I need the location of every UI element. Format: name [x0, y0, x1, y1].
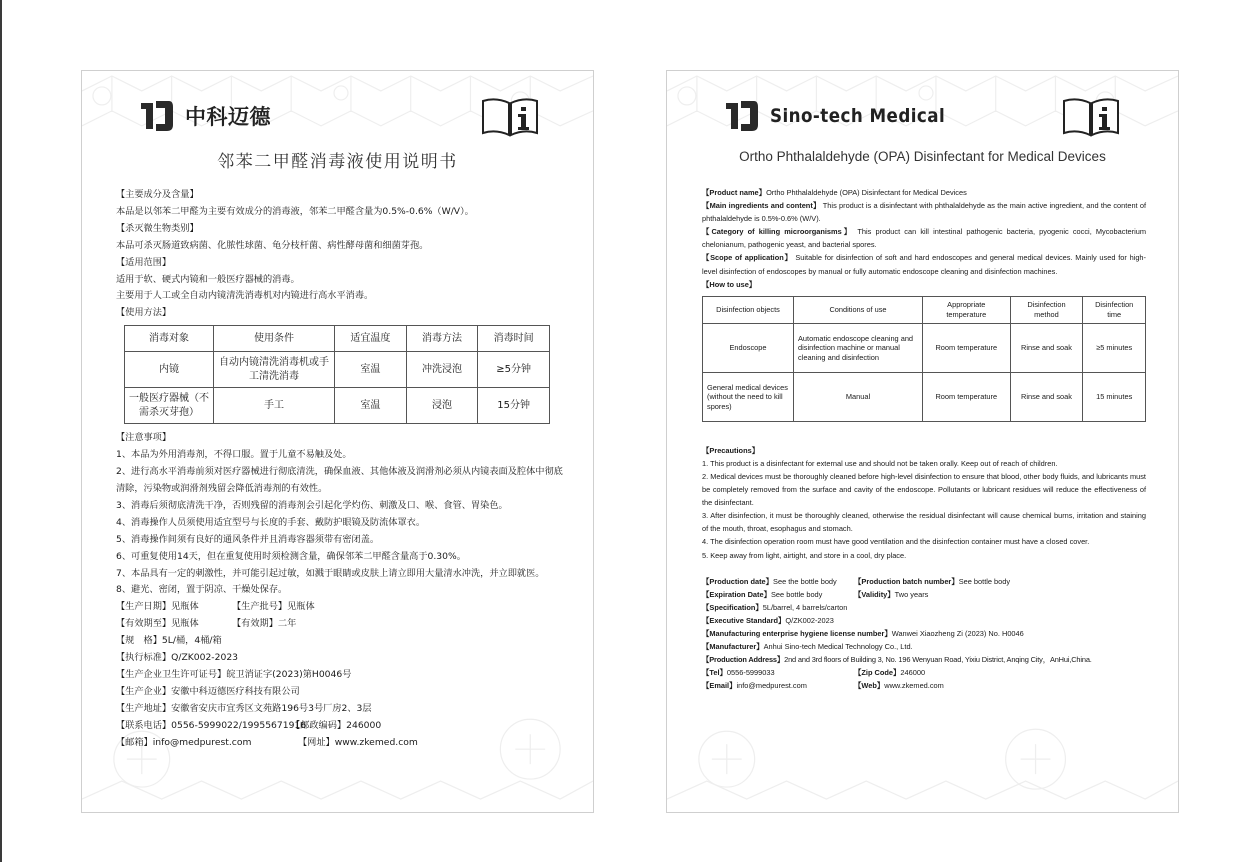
- email: [702, 679, 854, 692]
- section-heading-notes: 【注意事项】: [116, 432, 172, 444]
- precaution-item: 4. The disinfection operation room must have good ventilation and the disinfection container must have a closed cover.: [702, 537, 1090, 547]
- value: Anhui Sino-tech Medical Technology Co., Ltd.: [763, 642, 913, 652]
- label: 【Product name】: [702, 188, 767, 197]
- validity: 【有效期】二年: [232, 618, 297, 630]
- info-row: [116, 599, 566, 616]
- table-cell: 室温: [335, 388, 407, 424]
- note-item: 2、进行高水平消毒前须对医疗器械进行彻底清洗，确保血液、其他体液及润滑剂必须从内镜表面及腔体中彻底清除，污染物或润滑剂残留会降低消毒剂的有效性。: [116, 466, 563, 494]
- ingredients-text: 本品是以邻苯二甲醛为主要有效成分的消毒液，邻苯二甲醛含量为0.5%-0.6%（W/V）。: [116, 205, 474, 217]
- table-cell: ≥5 minutes: [1083, 323, 1146, 372]
- instructions-book-icon: [1062, 95, 1120, 137]
- expiration-date: [702, 588, 854, 601]
- table-cell: Rinse and soak: [1010, 323, 1083, 372]
- label: 【Email】: [702, 681, 737, 691]
- value: 2nd and 3rd floors of Building 3, No. 196 Wenyuan Road, Yixiu District, Anqing City，AnHui,China.: [784, 655, 1092, 665]
- batch-number: [854, 575, 1010, 588]
- table-cell: Room temperature: [923, 323, 1011, 372]
- email: 【邮箱】info@medpurest.com: [116, 736, 252, 748]
- table-header: 消毒对象: [125, 326, 214, 352]
- precaution-item: 3. After disinfection, it must be thoroughly cleaned, otherwise the residual disinfectant will cause chemical burns, irritation and staining of the mouth, throat, esophagus and stomach.: [702, 511, 1146, 534]
- logo-mark-icon: [139, 99, 175, 133]
- company-logo: [724, 99, 969, 133]
- label: 【Web】: [854, 681, 885, 691]
- scope-text-2: 主要用于人工或全自动内镜清洗消毒机对内镜进行高水平消毒。: [116, 290, 374, 302]
- specification: 【规 格】5L/桶，4桶/箱: [116, 635, 222, 647]
- contact-phone: 【联系电话】0556-5999022/19955671916: [116, 719, 307, 731]
- label: 【Production date】: [702, 576, 774, 586]
- precaution-item: 1. This product is a disinfectant for external use and should not be taken orally. Keep out of reach of children.: [702, 458, 1058, 468]
- label: 【Specification】: [702, 602, 763, 612]
- document-title: 邻苯二甲醛消毒液使用说明书: [217, 152, 458, 172]
- info-row: [702, 588, 1146, 601]
- note-item: 1、本品为外用消毒剂，不得口服。置于儿童不易触及处。: [116, 449, 352, 461]
- logo-mark-icon: [724, 99, 760, 133]
- executive-standard: 【执行标准】Q/ZK002-2023: [116, 652, 239, 664]
- instructions-book-icon: [481, 95, 539, 137]
- precaution-item: 5. Keep away from light, airtight, and store in a cool, dry place.: [702, 550, 907, 560]
- value: info@medpurest.com: [736, 681, 807, 691]
- executive-standard: [702, 614, 1146, 627]
- label: 【Manufacturer】: [702, 642, 764, 652]
- microbes-line: [702, 225, 1146, 251]
- table-header: Appropriate temperature: [923, 296, 1011, 323]
- table-cell: ≥5分钟: [478, 352, 550, 388]
- production-address: [702, 653, 1146, 666]
- table-cell: 一般医疗器械（不需杀灭芽孢）: [125, 388, 214, 424]
- table-header: Disinfection method: [1010, 296, 1083, 323]
- label: 【Executive Standard】: [702, 615, 786, 625]
- product-name: Ortho Phthalaldehyde (OPA) Disinfectant for Medical Devices: [766, 188, 967, 197]
- note-item: 5、消毒操作间须有良好的通风条件并且消毒容器须带有密闭盖。: [116, 533, 380, 545]
- value: See bottle body: [771, 589, 823, 599]
- table-header: Disinfection time: [1083, 296, 1146, 323]
- info-row: [702, 679, 1146, 692]
- howto-heading: [702, 278, 1146, 291]
- zip-code: [854, 666, 925, 679]
- table-row: [125, 352, 550, 388]
- note-item: 7、本品具有一定的刺激性，并可能引起过敏，如溅于眼睛或皮肤上请立即用大量清水冲洗，并立即就医。: [116, 567, 545, 579]
- table-cell: General medical devices (without the need to kill spores): [703, 372, 794, 421]
- validity: [854, 588, 928, 601]
- table-cell: Room temperature: [923, 372, 1011, 421]
- production-date: [702, 575, 854, 588]
- website: 【网址】www.zkemed.com: [298, 736, 418, 748]
- table-cell: Automatic endoscope cleaning and disinfection machine or manual cleaning and disinfection: [794, 323, 923, 372]
- usage-table: [702, 296, 1146, 422]
- label: 【Validity】: [854, 589, 895, 599]
- info-row: [116, 718, 566, 735]
- table-cell: 室温: [335, 352, 407, 388]
- section-heading-usage: 【使用方法】: [116, 307, 172, 319]
- table-cell: 内镜: [125, 352, 214, 388]
- batch-number: 【生产批号】见瓶体: [232, 601, 315, 613]
- license-number: 【生产企业卫生许可证号】皖卫消证字(2023)第H0046号: [116, 668, 352, 680]
- label: 【Main ingredients and content】: [702, 201, 821, 211]
- expiry-date: 【有效期至】见瓶体: [116, 618, 199, 630]
- chinese-instruction-sheet: [81, 70, 594, 813]
- microbes-text: This product can kill intestinal pathogenic bacteria, pyogenic cocci, Mycobacterium chelonianum, pathogenic yeast, and bacterial spores.: [702, 227, 1146, 250]
- table-header: Disinfection objects: [703, 296, 794, 323]
- table-cell: 15 minutes: [1083, 372, 1146, 421]
- table-cell: 浸泡: [406, 388, 478, 424]
- label: 【Precautions】: [702, 445, 760, 455]
- table-header: 消毒时间: [478, 326, 550, 352]
- scope-line: [702, 251, 1146, 277]
- note-item: 8、避光、密闭，置于阴凉、干燥处保存。: [116, 584, 288, 596]
- table-row: [703, 372, 1146, 421]
- usage-table: [124, 325, 550, 424]
- value: 246000: [900, 668, 926, 678]
- postcode: 【邮政编码】246000: [291, 719, 382, 731]
- website: [854, 679, 944, 692]
- table-header-row: [125, 326, 550, 352]
- production-date: 【生产日期】见瓶体: [116, 601, 199, 613]
- info-row: [702, 575, 1146, 588]
- info-row: [116, 616, 566, 633]
- spacer: [702, 562, 1146, 575]
- product-name-line: [702, 186, 1146, 199]
- company-logo: [139, 99, 271, 133]
- table-cell: 自动内镜清洗消毒机或手工清洗消毒: [214, 352, 335, 388]
- table-row: [125, 388, 550, 424]
- microbes-text: 本品可杀灭肠道致病菌、化脓性球菌、龟分枝杆菌、病性酵母菌和细菌芽孢。: [116, 239, 429, 251]
- label: 【Category of killing microorganisms】: [702, 227, 854, 237]
- label: 【Production batch number】: [854, 576, 959, 586]
- label: 【Production Address】: [702, 655, 785, 665]
- label: 【Zip Code】: [854, 668, 901, 678]
- label: 【Manufacturing enterprise hygiene license number】: [702, 628, 892, 638]
- note-item: 4、消毒操作人员须使用适宜型号与长度的手套、戴防护眼镜及防流体罩衣。: [116, 516, 426, 528]
- table-header: 消毒方法: [406, 326, 478, 352]
- table-header: Conditions of use: [794, 296, 923, 323]
- table-cell: 冲洗浸泡: [406, 352, 478, 388]
- section-heading-ingredients: 【主要成分及含量】: [116, 189, 199, 200]
- info-row: [702, 666, 1146, 679]
- table-header-row: [703, 296, 1146, 323]
- production-address: 【生产地址】安徽省安庆市宜秀区文苑路196号3号厂房2、3层: [116, 702, 372, 714]
- logo-text: 中科迈德: [185, 105, 271, 129]
- ingredients-text: This product is a disinfectant with phthalaldehyde as the main active ingredient, and the content of phthalaldehyde is 0.5%-0.6% (W/V).: [702, 201, 1147, 224]
- table-row: [703, 323, 1146, 372]
- value: Q/ZK002-2023: [785, 615, 834, 625]
- scope-text: Suitable for disinfection of soft and hard endoscopes and general medical devices. Mainly used for high-level disinfection of endoscopes by manual or fully automatic endoscope cleaning and disinfection machines.: [702, 253, 1147, 276]
- left-edge-line: [0, 0, 2, 862]
- english-instruction-sheet: [666, 70, 1179, 813]
- info-row: [116, 735, 566, 752]
- value: www.zkemed.com: [884, 681, 944, 691]
- table-cell: Manual: [794, 372, 923, 421]
- label: 【How to use】: [702, 279, 757, 289]
- precaution-item: 2. Medical devices must be thoroughly cleaned before high-level disinfection to ensure that blood, other body fluids, and lubricants must be completely removed from the surface and cavity of the endoscope. Pollutants or lubricant residues will reduce the effectiveness of the disinfectant.: [702, 471, 1146, 508]
- scope-text-1: 适用于软、硬式内镜和一般医疗器械的消毒。: [116, 273, 300, 285]
- value: 0556-5999033: [726, 668, 775, 678]
- precautions-heading: [702, 444, 1146, 457]
- cn-body: [116, 187, 566, 751]
- specification: [702, 601, 1146, 614]
- table-cell: 手工: [214, 388, 335, 424]
- table-cell: Rinse and soak: [1010, 372, 1083, 421]
- logo-text: Sino-tech Medical: [770, 105, 946, 127]
- value: See bottle body: [958, 576, 1011, 586]
- en-body: [702, 186, 1146, 692]
- label: 【Scope of application】: [702, 253, 793, 263]
- label: 【Expiration Date】: [702, 589, 771, 599]
- label: 【Tel】: [702, 668, 727, 678]
- value: Wanwei Xiaozheng Zi (2023) No. H0046: [891, 628, 1024, 638]
- section-heading-microbes: 【杀灭微生物类别】: [116, 222, 199, 234]
- license-number: [702, 627, 1146, 640]
- value: Two years: [894, 589, 929, 599]
- manufacturer: 【生产企业】安徽中科迈德医疗科技有限公司: [116, 685, 300, 697]
- note-item: 3、消毒后须彻底清洗干净，否则残留的消毒剂会引起化学灼伤、刺激及口、喉、食管、胃染色。: [116, 499, 508, 511]
- telephone: [702, 666, 854, 679]
- document-title: Ortho Phthalaldehyde (OPA) Disinfectant for Medical Devices: [739, 149, 1106, 164]
- manufacturer: [702, 640, 1146, 653]
- table-header: 适宜温度: [335, 326, 407, 352]
- section-heading-scope: 【适用范围】: [116, 256, 172, 268]
- ingredients-line: [702, 199, 1146, 225]
- table-cell: 15分钟: [478, 388, 550, 424]
- table-cell: Endoscope: [703, 323, 794, 372]
- table-header: 使用条件: [214, 326, 335, 352]
- value: 5L/barrel, 4 barrels/carton: [762, 602, 848, 612]
- note-item: 6、可重复使用14天，但在重复使用时须检测含量，确保邻苯二甲醛含量高于0.30%。: [116, 550, 466, 562]
- value: See the bottle body: [773, 576, 837, 586]
